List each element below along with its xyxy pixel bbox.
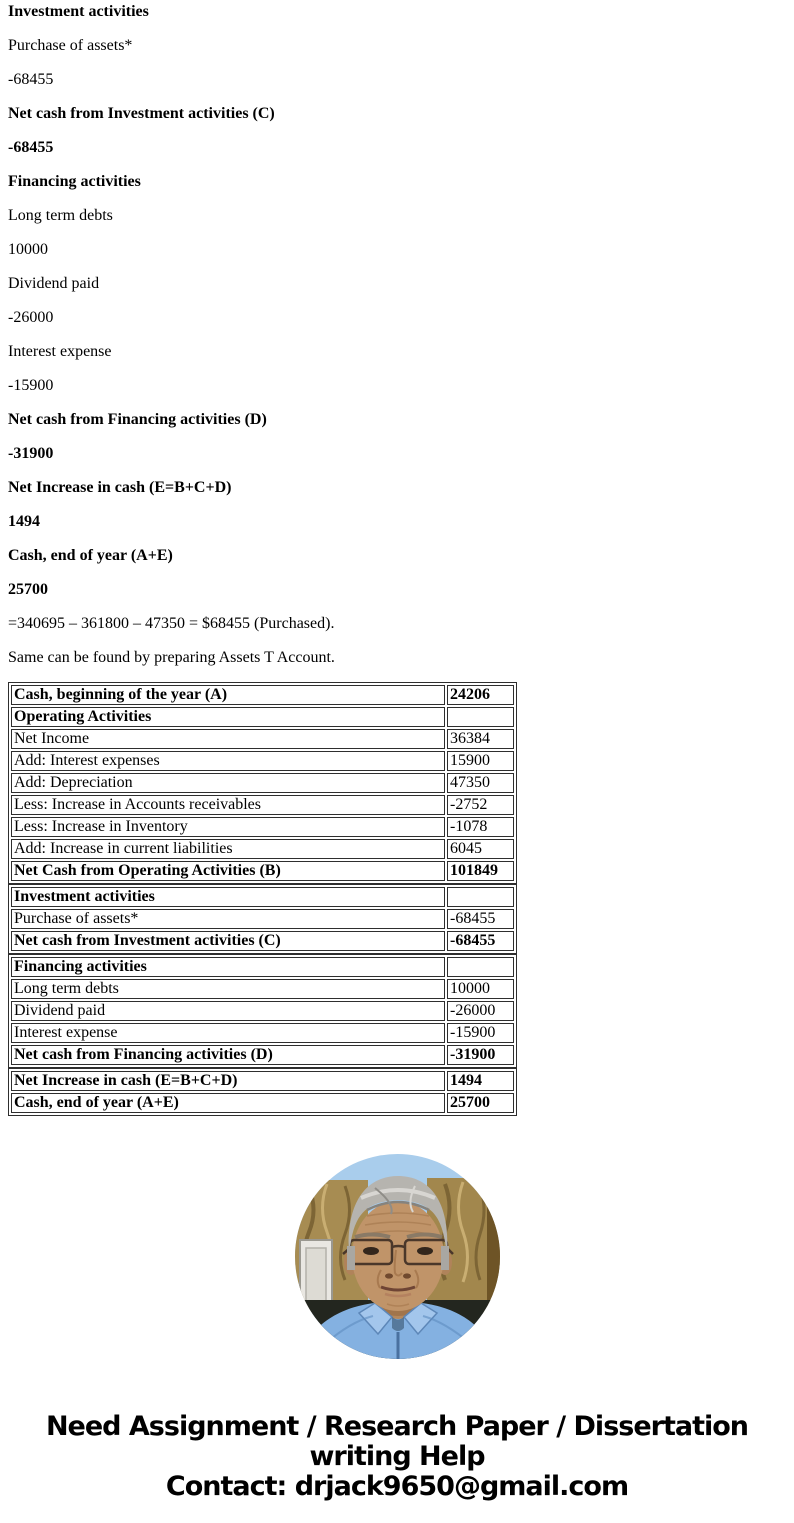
row-value: -15900 [447,1023,514,1043]
table-row [11,1023,514,1043]
footer-line: writing Help [309,1441,485,1472]
row-label: Operating Activities [11,707,445,727]
paragraph: Interest expense [8,343,112,360]
row-label: Net Increase in cash (E=B+C+D) [11,1071,445,1091]
table-row [11,773,514,793]
photo-eye-right [417,1247,433,1255]
paragraph: -68455 [8,139,54,156]
paragraph: -15900 [8,377,54,394]
cashflow-table-block [8,682,786,1116]
photo-face [352,1201,444,1311]
table-row [11,751,514,771]
row-label: Dividend paid [11,1001,445,1021]
row-label: Net Income [11,729,445,749]
paragraph: Investment activities [8,3,149,20]
row-value: 15900 [447,751,514,771]
paragraph: 1494 [8,513,40,530]
paragraph: Purchase of assets* [8,37,133,54]
row-label: Purchase of assets* [11,909,445,929]
row-value: -2752 [447,795,514,815]
row-value: 6045 [447,839,514,859]
table-row [11,817,514,837]
row-label: Long term debts [11,979,445,999]
row-label: Add: Interest expenses [11,751,445,771]
table-row [11,979,514,999]
paragraph: -68455 [8,71,54,88]
row-label: Add: Depreciation [11,773,445,793]
footer-line: Contact: drjack9650@gmail.com [165,1471,629,1502]
row-value: -1078 [447,817,514,837]
row-label: Financing activities [11,957,445,977]
row-label: Investment activities [11,887,445,907]
row-value: 47350 [447,773,514,793]
table-row [11,729,514,749]
row-value [447,707,514,727]
table-row [11,861,514,881]
row-label: Net Cash from Operating Activities (B) [11,861,445,881]
row-label: Less: Increase in Accounts receivables [11,795,445,815]
footer-line: Need Assignment / Research Paper / Dissertation [45,1411,749,1442]
row-label: Interest expense [11,1023,445,1043]
row-value [447,957,514,977]
row-value: -68455 [447,909,514,929]
row-label: Cash, end of year (A+E) [11,1093,445,1113]
table-row [11,909,514,929]
table-row [11,839,514,859]
row-value: 101849 [447,861,514,881]
portrait-section [8,1154,786,1364]
table-row [11,1001,514,1021]
row-value: -31900 [447,1045,514,1065]
row-value: -26000 [447,1001,514,1021]
row-value: 36384 [447,729,514,749]
row-label: Add: Increase in current liabilities [11,839,445,859]
photo-wall-frame [300,1240,332,1310]
cashflow-table-section [8,682,517,884]
paragraph: Long term debts [8,207,113,224]
table-row [11,795,514,815]
footer-ad [8,1412,786,1502]
row-value: 10000 [447,979,514,999]
paragraph: -26000 [8,309,54,326]
paragraph: Financing activities [8,173,141,190]
table-row [11,931,514,951]
row-label: Net cash from Financing activities (D) [11,1045,445,1065]
cashflow-table-section [8,884,517,954]
paragraph: 10000 [8,241,48,258]
row-label: Net cash from Investment activities (C) [11,931,445,951]
paragraph: Net cash from Investment activities (C) [8,105,275,122]
photo-eye-left [363,1247,379,1255]
paragraph: -31900 [8,445,54,462]
table-row [11,887,514,907]
paragraph: =340695 – 361800 – 47350 = $68455 (Purchased). [8,615,335,632]
table-row [11,957,514,977]
paragraph: Cash, end of year (A+E) [8,547,173,564]
table-row [11,1093,514,1113]
row-value: -68455 [447,931,514,951]
row-label: Cash, beginning of the year (A) [11,685,445,705]
cashflow-text-block [8,2,786,667]
row-value: 1494 [447,1071,514,1091]
portrait-photo [295,1154,500,1359]
table-row [11,1071,514,1091]
row-label: Less: Increase in Inventory [11,817,445,837]
paragraph: Dividend paid [8,275,100,292]
row-value: 25700 [447,1093,514,1113]
cashflow-table-section [8,954,517,1068]
paragraph: Net cash from Financing activities (D) [8,411,267,428]
cashflow-table-section [8,1068,517,1116]
paragraph: Net Increase in cash (E=B+C+D) [8,479,232,496]
paragraph: 25700 [8,581,48,598]
row-value [447,887,514,907]
table-row [11,685,514,705]
paragraph: Same can be found by preparing Assets T Account. [8,649,335,666]
table-row [11,1045,514,1065]
row-value: 24206 [447,685,514,705]
table-row [11,707,514,727]
